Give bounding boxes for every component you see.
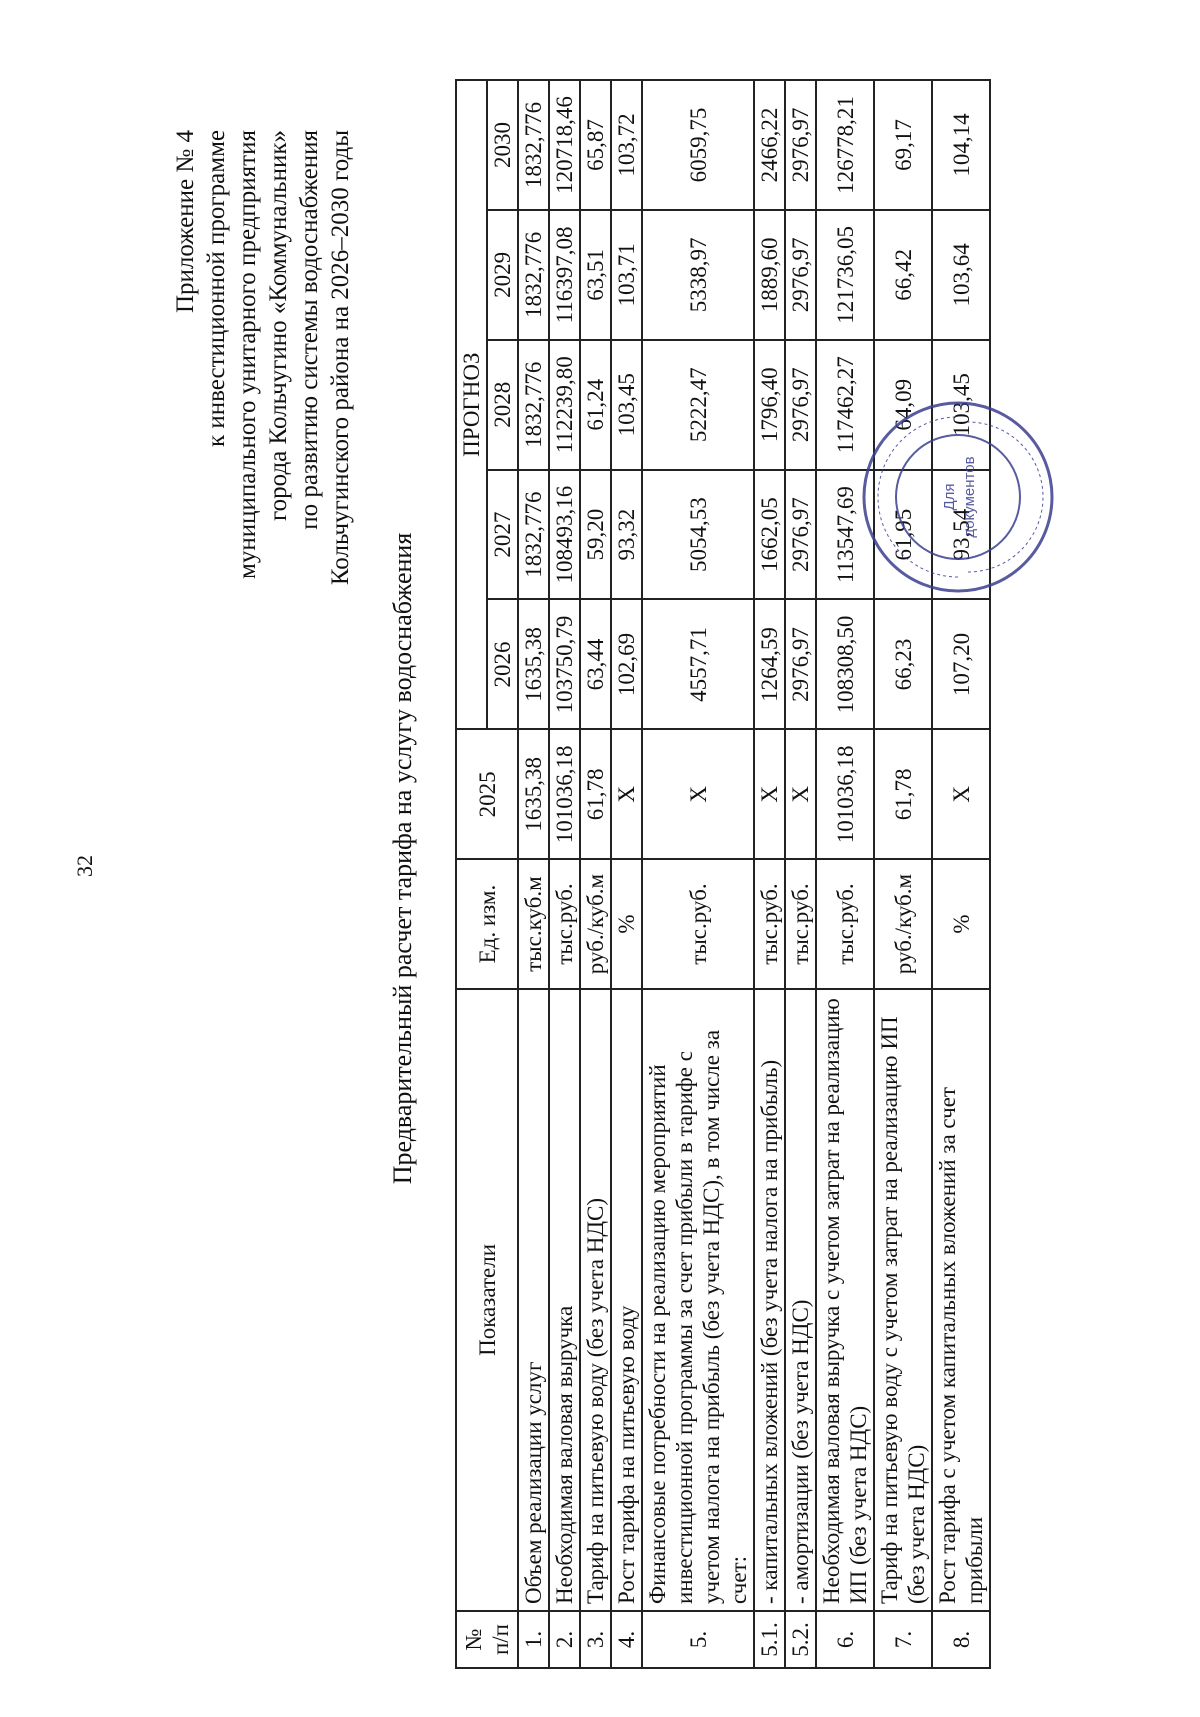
cell-value: X [754,729,785,859]
cell-value: 108493,16 [549,470,580,600]
cell-unit: руб./куб.м [580,859,611,989]
cell-unit: тыс.руб. [754,859,785,989]
cell-no: 2. [549,1611,580,1668]
cell-value: 103,45 [611,340,642,470]
cell-unit: % [932,859,990,989]
cell-no: 6. [816,1611,874,1668]
table-row [549,80,580,1668]
header-year: 2026 [487,600,518,730]
svg-text:Для: Для [941,483,958,511]
appendix-line: к инвестиционной программе [203,130,230,448]
cell-unit: % [611,859,642,989]
cell-no: 5.2. [785,1611,816,1668]
cell-value: 104,14 [932,80,990,210]
cell-indicator: Необходимая валовая выручка с учетом затрат на реализацию ИП (без учета НДС) [816,989,874,1611]
cell-value: 103750,79 [549,600,580,730]
cell-value: 5054,53 [642,470,754,600]
cell-value: 116397,08 [549,210,580,340]
cell-value: 1832,776 [518,340,549,470]
header-no: № п/п [456,1611,518,1668]
header-base-year: 2025 [456,729,518,859]
cell-value: 2466,22 [754,80,785,210]
cell-value: X [785,729,816,859]
cell-value: 1662,05 [754,470,785,600]
cell-no: 3. [580,1611,611,1668]
appendix-line: муниципального унитарного предприятия [234,130,261,579]
cell-value: 63,44 [580,600,611,730]
table-row [611,80,642,1668]
header-year: 2028 [487,340,518,470]
cell-value: 102,69 [611,600,642,730]
cell-no: 8. [932,1611,990,1668]
cell-value: X [611,729,642,859]
cell-value: 6059,75 [642,80,754,210]
appendix-line: Приложение № 4 [172,130,199,314]
cell-indicator: Тариф на питьевую воду с учетом затрат на реализацию ИП (без учета НДС) [874,989,932,1611]
cell-indicator: Тариф на питьевую воду (без учета НДС) [580,989,611,1611]
cell-value: 1832,776 [518,470,549,600]
cell-value: 1889,60 [754,210,785,340]
table-row [874,80,932,1668]
cell-value: 63,51 [580,210,611,340]
cell-value: 101036,18 [549,729,580,859]
cell-value: 2976,97 [785,80,816,210]
cell-unit: руб./куб.м [874,859,932,989]
cell-value: 103,45 [932,340,990,470]
table-row [642,80,754,1668]
cell-value: 93,54 [932,470,990,600]
cell-unit: тыс.руб. [549,859,580,989]
cell-indicator: Финансовые потребности на реализацию мероприятий инвестиционной программы за счет прибыли в тарифе с учетом налога на прибыль (без учета НДС), в том числе за счет: [642,989,754,1611]
cell-value: 120718,46 [549,80,580,210]
cell-no: 4. [611,1611,642,1668]
cell-value: 5338,97 [642,210,754,340]
cell-value: 1796,40 [754,340,785,470]
cell-value: 2976,97 [785,600,816,730]
cell-value: 4557,71 [642,600,754,730]
header-year: 2029 [487,210,518,340]
cell-value: 69,17 [874,80,932,210]
cell-indicator: Рост тарифа с учетом капитальных вложений за счет прибыли [932,989,990,1611]
table-row [754,80,785,1668]
header-unit: Ед. изм. [456,859,518,989]
table-body [518,80,990,1668]
cell-value: 1832,776 [518,80,549,210]
cell-value: 65,87 [580,80,611,210]
cell-value: 2976,97 [785,340,816,470]
table-row [816,80,874,1668]
cell-value: 101036,18 [816,729,874,859]
cell-value: 61,24 [580,340,611,470]
appendix-line: по развитию системы водоснабжения [296,130,323,530]
cell-value: 103,72 [611,80,642,210]
cell-value: 1635,38 [518,600,549,730]
page-number: 32 [72,855,97,877]
table-title: Предварительный расчет тарифа на услугу водоснабжения [388,532,417,1185]
header-forecast: ПРОГНОЗ [456,80,487,729]
cell-unit: тыс.руб. [642,859,754,989]
cell-value: 1832,776 [518,210,549,340]
cell-indicator: Необходимая валовая выручка [549,989,580,1611]
cell-value: 64,09 [874,340,932,470]
cell-value: 93,32 [611,470,642,600]
cell-value: 2976,97 [785,470,816,600]
appendix-line: города Кольчугино «Коммунальник» [265,130,292,521]
cell-value: 61,78 [874,729,932,859]
table-row [580,80,611,1668]
cell-value: 112239,80 [549,340,580,470]
cell-value: 121736,05 [816,210,874,340]
cell-value: 61,95 [874,470,932,600]
cell-value: 59,20 [580,470,611,600]
cell-value: 103,71 [611,210,642,340]
cell-value: 66,42 [874,210,932,340]
table-row [518,80,549,1668]
cell-value: 2976,97 [785,210,816,340]
cell-indicator: - капитальных вложений (без учета налога на прибыль) [754,989,785,1611]
header-year: 2027 [487,470,518,600]
cell-value: 5222,47 [642,340,754,470]
svg-text:документов: документов [961,456,978,538]
appendix-line: Кольчугинского района на 2026–2030 годы [327,130,354,586]
cell-unit: тыс.руб. [785,859,816,989]
cell-value: 108308,50 [816,600,874,730]
table-row [785,80,816,1668]
table-row [932,80,990,1668]
cell-indicator: Объем реализации услуг [518,989,549,1611]
cell-value: 117462,27 [816,340,874,470]
appendix-caption [170,130,356,585]
cell-value: 66,23 [874,600,932,730]
cell-value: 126778,21 [816,80,874,210]
cell-value: 1264,59 [754,600,785,730]
cell-value: X [642,729,754,859]
cell-unit: тыс.руб. [816,859,874,989]
cell-indicator: Рост тарифа на питьевую воду [611,989,642,1611]
tariff-table [455,79,991,1669]
cell-value: X [932,729,990,859]
cell-value: 61,78 [580,729,611,859]
cell-value: 103,64 [932,210,990,340]
header-year: 2030 [487,80,518,210]
cell-no: 5. [642,1611,754,1668]
cell-no: 5.1. [754,1611,785,1668]
cell-indicator: - амортизации (без учета НДС) [785,989,816,1611]
header-indicator: Показатели [456,989,518,1611]
cell-no: 7. [874,1611,932,1668]
cell-value: 1635,38 [518,729,549,859]
cell-value: 107,20 [932,600,990,730]
cell-value: 113547,69 [816,470,874,600]
cell-no: 1. [518,1611,549,1668]
cell-unit: тыс.куб.м [518,859,549,989]
